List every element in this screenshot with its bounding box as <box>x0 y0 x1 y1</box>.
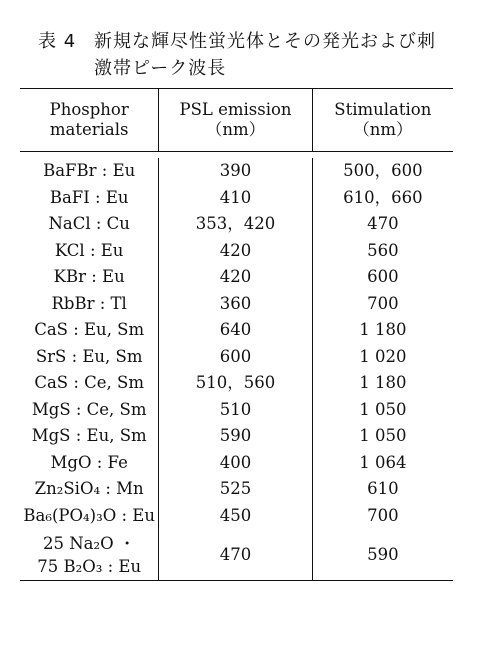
stimulation-cell: 560 <box>312 238 453 265</box>
stimulation-cell: 700 <box>312 291 453 318</box>
material-cell: KBr : Eu <box>53 267 125 286</box>
stimulation-cell: 1 180 <box>312 370 453 397</box>
caption-title-line1: 新規な輝尽性蛍光体とその発光および刺 <box>94 31 436 52</box>
material-cell: NaCl : Cu <box>48 214 130 233</box>
material-cell: RbBr : Tl <box>51 293 127 313</box>
table-row <box>20 317 453 344</box>
psl-cell: 390 <box>158 158 311 185</box>
table-row <box>20 529 453 580</box>
header-text: Phosphor <box>49 100 129 119</box>
phosphor-table <box>20 88 453 581</box>
stimulation-cell: 1 180 <box>312 317 453 344</box>
material-cell: BaFI : Eu <box>49 187 129 207</box>
table-row <box>20 397 453 424</box>
stimulation-cell: 610，660 <box>312 185 453 212</box>
psl-cell: 510，560 <box>158 370 311 397</box>
material-cell: SrS : Eu, Sm <box>35 346 143 366</box>
stimulation-cell: 1 064 <box>312 450 453 477</box>
psl-cell: 510 <box>158 397 311 424</box>
header-text: PSL emission <box>179 100 292 119</box>
stimulation-cell: 1 020 <box>312 344 453 371</box>
table-row <box>20 291 453 318</box>
header-unit: （nm） <box>205 120 266 139</box>
table-number: 表 4 <box>38 31 77 52</box>
material-cell <box>20 529 158 580</box>
psl-cell: 410 <box>158 185 311 212</box>
table-row <box>20 370 453 397</box>
psl-cell: 590 <box>158 423 311 450</box>
table-row <box>20 185 453 212</box>
stimulation-cell: 1 050 <box>312 397 453 424</box>
table-header-row <box>20 89 453 152</box>
psl-cell: 450 <box>158 503 311 530</box>
table-row <box>20 503 453 530</box>
table-row <box>20 344 453 371</box>
psl-cell: 353，420 <box>158 211 311 238</box>
stimulation-cell: 610 <box>312 476 453 503</box>
psl-cell: 420 <box>158 238 311 265</box>
table-row <box>20 476 453 503</box>
material-cell: MgS : Ce, Sm <box>31 399 147 419</box>
header-unit: （nm） <box>353 120 413 139</box>
material-cell: MgO : Fe <box>50 452 128 472</box>
header-text: Stimulation <box>334 100 432 119</box>
material-line: 25 Na₂O ・ <box>42 533 136 553</box>
table-caption <box>38 28 478 82</box>
header-psl-emission <box>158 89 311 151</box>
caption-title-line2: 激帯ピーク波長 <box>94 58 227 79</box>
header-text: materials <box>49 120 129 139</box>
table-row <box>20 238 453 265</box>
stimulation-cell: 590 <box>312 529 453 580</box>
header-phosphor-materials <box>20 89 158 151</box>
material-cell: Ba₆(PO₄)₃O : Eu <box>23 505 155 525</box>
psl-cell: 640 <box>158 317 311 344</box>
material-cell: Zn₂SiO₄ : Mn <box>34 479 144 498</box>
table-row <box>20 158 453 185</box>
psl-cell: 420 <box>158 264 311 291</box>
table-row <box>20 450 453 477</box>
stimulation-cell: 470 <box>312 211 453 238</box>
stimulation-cell: 700 <box>312 503 453 530</box>
header-stimulation <box>312 89 453 151</box>
table-body <box>20 152 453 580</box>
psl-cell: 470 <box>158 529 311 580</box>
stimulation-cell: 600 <box>312 264 453 291</box>
material-cell: CaS : Ce, Sm <box>34 373 144 392</box>
psl-cell: 525 <box>158 476 311 503</box>
stimulation-cell: 500，600 <box>312 158 453 185</box>
material-cell: CaS : Eu, Sm <box>34 320 145 339</box>
table-row <box>20 423 453 450</box>
psl-cell: 400 <box>158 450 311 477</box>
table-row <box>20 211 453 238</box>
psl-cell: 600 <box>158 344 311 371</box>
material-cell: MgS : Eu, Sm <box>31 426 147 445</box>
material-cell: BaFBr : Eu <box>43 161 136 180</box>
psl-cell: 360 <box>158 291 311 318</box>
material-line: 75 B₂O₃ : Eu <box>37 556 142 576</box>
table-row <box>20 264 453 291</box>
material-cell: KCl : Eu <box>54 240 124 260</box>
stimulation-cell: 1 050 <box>312 423 453 450</box>
